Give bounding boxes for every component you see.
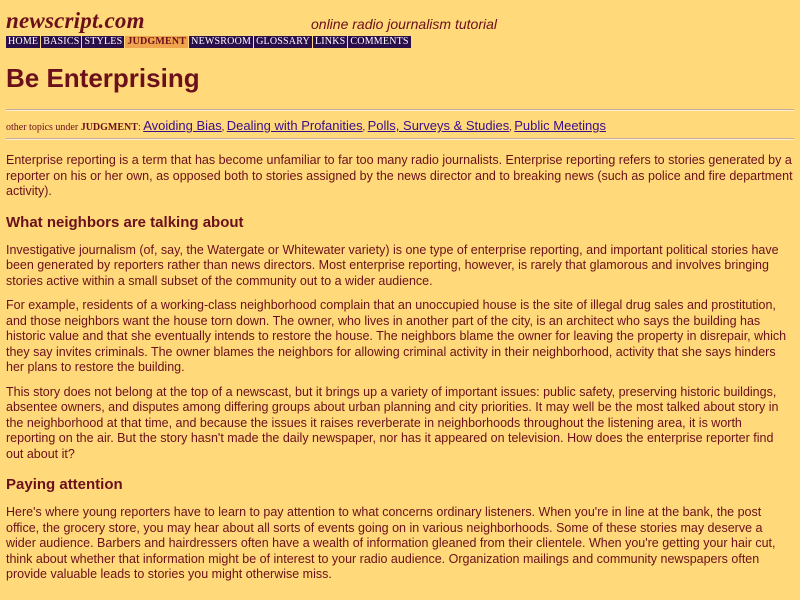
nav-links[interactable]: LINKS [314,36,346,47]
site-header [6,6,794,36]
topic-separator: , [509,122,515,133]
topics-section: JUDGMENT [80,122,138,133]
paragraph: This story does not belong at the top of a newscast, but it brings up a variety of important issues: public safety, preserving historic buildings, absentee owners, and disputes among differing groups about urban planning and city priorities. It may well be the most talked about story in the neighborhood at that time, and because the issues it raises reverberate in neighborhoods throughout the listening area, it is worth reporting on the air. But the story hasn't made the daily newspaper, nor has it appeared on television. How does the enterprise reporter find out about it? [6,384,779,461]
nav-comments[interactable]: COMMENTS [350,36,409,47]
topic-separator: , [362,122,368,133]
nav-glossary[interactable]: GLOSSARY [256,36,310,47]
intro-paragraph: Enterprise reporting is a term that has become unfamiliar to far too many radio journalists. Enterprise reporting refers to stories generated by a reporter on his or her own, as opposed both to stories assigned by the news director and to breaking news (such as police and fire department activity). [6,153,793,198]
topic-link-profanities[interactable]: Dealing with Profanities [226,118,363,133]
page-title: Be Enterprising [6,63,200,93]
related-topics [6,118,794,133]
paragraph: For example, residents of a working-class neighborhood complain that an unoccupied house is the site of illegal drug sales and prostitution, and those neighbors want the house torn down. The owner, who lives in another part of the city, is an architect who says the building has historic value and that she eventually intends to restore the house. The neighbors blame the owner for leaving the property in disrepair, which they say invites criminals. The owner blames the neighbors for allowing criminal activity in their neighborhood, activity that she says hinders her plans to restore the building. [6,298,787,374]
main-nav [6,36,412,48]
topic-link-public-meetings[interactable]: Public Meetings [514,118,607,133]
article-body [6,153,794,592]
nav-newsroom[interactable]: NEWSROOM [191,36,252,47]
topics-label [6,122,143,133]
topics-prefix: other topics under [6,122,81,133]
site-logo[interactable]: newscript.com [6,8,145,33]
paragraph: Investigative journalism (of, say, the Watergate or Whitewater variety) is one type of enterprise reporting, and important political stories have been generated by reporters rather than news directors. Most enterprise reporting, however, is rarely that glamorous and involves bringing stories active within a small subset of the community out to a wider audience. [6,242,779,288]
topic-link-polls[interactable]: Polls, Surveys & Studies [367,118,510,133]
divider-top [6,109,794,111]
topic-link-avoiding-bias[interactable]: Avoiding Bias [143,118,222,133]
nav-basics[interactable]: BASICS [43,36,80,47]
nav-home[interactable]: HOME [8,36,39,47]
paragraph: Here's where young reporters have to learn to pay attention to what concerns ordinary listeners. When you're in line at the bank, the post office, the grocery store, you may hear about all sorts of events going on in various neighborhoods. Some of these stories may deserve a wider audience. Barbers and hairdressers often have a wealth of information gleaned from their clientele. When you're getting your hair cut, think about whether that information might be of interest to your radio audience. Organization mailings and community newspapers often provide valuable leads to stories you might otherwise miss. [6,505,776,581]
site-tagline: online radio journalism tutorial [311,16,497,32]
topics-suffix: : [137,122,144,133]
topic-separator: , [221,122,227,133]
nav-styles[interactable]: STYLES [84,36,123,47]
section-heading-neighbors: What neighbors are talking about [6,213,244,231]
section-heading-paying-attention: Paying attention [6,476,123,493]
divider-bottom [6,138,794,140]
nav-judgment[interactable]: JUDGMENT [127,36,187,47]
